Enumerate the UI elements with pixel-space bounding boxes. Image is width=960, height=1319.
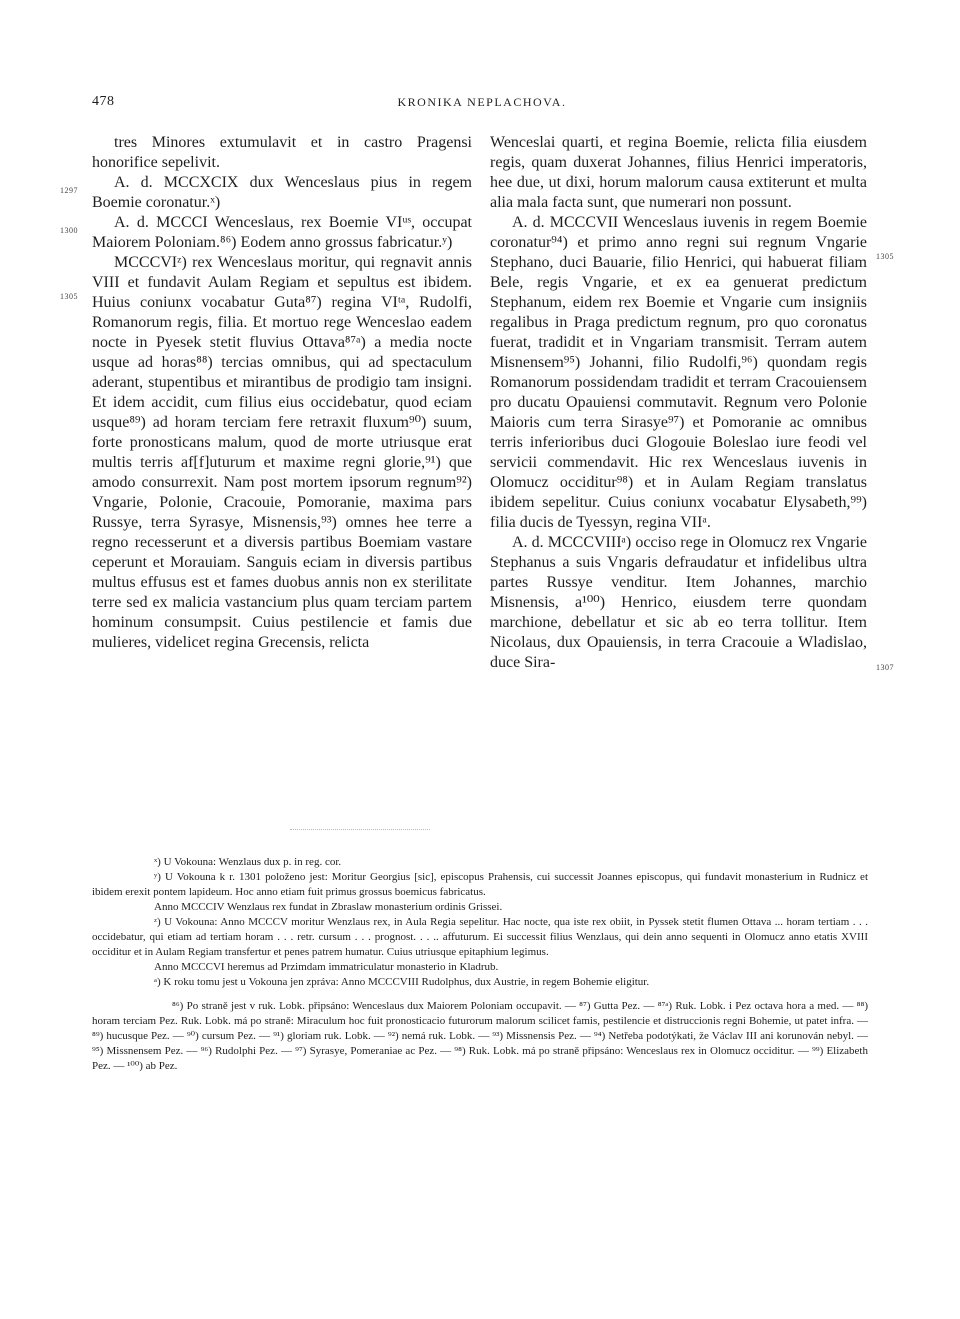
right-column (490, 133, 867, 673)
paragraph: Wenceslai quarti, et regina Boemie, relicta filia eiusdem regis, quam duxerat Johannes, filius Henrici imperatoris, hee due, ut dixi, horum malorum causa extiterunt et multa alia mala facta sunt, que numerari non possunt. (490, 134, 867, 211)
footnote: ˣ) U Vokouna: Wenzlaus dux p. in reg. cor. (154, 856, 342, 868)
margin-year: 1305 (60, 292, 78, 301)
paragraph: A. d. MCCCVII Wenceslaus iuvenis in regem Boemie coronatur⁹⁴) et primo anno regni sui regnum Vngarie Stephano, duci Bauarie, filio Henrici, qui habuerat filiam Bele, regis Vngarie, et ex ea genuerat predictum Stephanum, eidem rex Boemie et Vngarie cum insigniis regalibus in Praga predictum regnum, pro quo coronatus fuerat, tradidit et in Vngariam transmisit. Terram autem Misnensem⁹⁵) Johanni, filio Rudolfi,⁹⁶) quondam regis Romanorum possidendam tradidit et terram Cracouiensem pro ducatu Opauiensi commutavit. Regnum vero Polonie Maioris cum terra Sirasye⁹⁷) et Pomoranie ac omnibus terris inferioribus duci Glogouie Boleslao iure feodi vel servicii commendavit. Hic rex Wenceslaus iuvenis in Olomucz occiditur⁹⁸) et in Aulam Regiam translatus ibidem sepelitur. Cuius coniunx vocabatur Elysabeth,⁹⁹) filia ducis de Tyessyn, regina VIIᵃ. (490, 214, 867, 531)
footnotes-letters (92, 855, 868, 990)
running-title: KRONIKA NEPLACHOVA. (397, 95, 567, 109)
margin-year: 1307 (876, 663, 894, 672)
margin-year: 1300 (60, 226, 78, 235)
footnote-separator (290, 829, 430, 830)
footnotes-numbers (92, 999, 868, 1074)
margin-year: 1305 (876, 252, 894, 261)
footnote: ᶻ) U Vokouna: Anno MCCCV moritur Wenzlaus rex, in Aula Regia sepelitur. Hac nocte, qua iste rex obiit, in Pyssek stetit flumen Ottava ... horam tertiam . . . occidebatur, qui etiam ad tertiam horam . . . retr. cursum . . . prognost. . . .. affuturum. Ei successit filius Wenzlaus, qui dein anno sequenti in Olomucz anno etatis XVIII occiditur et in Aulam Regiam transfertur et penes patrem humatur. Cuius utriusque epitaphium legimus. (92, 916, 868, 958)
paragraph: A. d. MCCXCIX dux Wenceslaus pius in regem Boemie coronatur.ˣ) (92, 174, 472, 211)
paragraph: A. d. MCCCI Wenceslaus, rex Boemie VIᵘˢ, occupat Maiorem Poloniam.⁸⁶) Eodem anno grossus fabricatur.ʸ) (92, 214, 472, 251)
footnote: Anno MCCCIV Wenzlaus rex fundat in Zbraslaw monasterium ordinis Grissei. (154, 901, 503, 913)
page-number: 478 (92, 94, 115, 109)
paragraph: MCCCVIᶻ) rex Wenceslaus moritur, qui regnavit annis VIII et fundavit Aulam Regiam et sepultus est ibidem. Huius coniunx vocabatur Guta⁸⁷) regina VIᵗᵃ, Rudolfi, Romanorum regis, filia. Et mortuo rege Wenceslao eadem nocte in Pyesek stetit fluvius Ottava⁸⁷ᵃ) a media nocte usque ad horas⁸⁸) tercias omnibus, qui ad spectaculum aderant, stupentibus et mirantibus de prodigio tam insigni. Et idem accidit, cum filius eius occidebatur, quod eciam usque⁸⁹) ad horam terciam fere retraxit fluxum⁹⁰) suum, forte pronosticans malum, quod de morte utriusque erat multis terris af[f]uturum et maxime regni glorie,⁹¹) que amodo consurrexit. Nam post mortem ipsorum regnum⁹²) Vngarie, Polonie, Cracouie, Pomoranie, maxima pars Russye, terra Syrasye, Misnensis,⁹³) omnes hee terre a regno recesserunt et a diversis partibus Boemiam vastare ceperunt et Morauiam. Sanguis eciam in diversis partibus multus effusus est et fames duobus annis non ex sterilitate terre sed ex malicia vastancium plus quam terciam partem hominum consumpsit. Cuius pestilencie et famis due mulieres, videlicet regina Grecensis, relicta (92, 254, 472, 651)
footnote: ʸ) U Vokouna k r. 1301 položeno jest: Moritur Georgius [sic], episcopus Prahensis, cui successit Joannes episcopus, qui fundavit monasterium in Rudnicz et ibidem erexit pontem lapideum. Hoc anno etiam fuit primus grossus boemicus fabricatus. (92, 871, 868, 898)
paragraph: A. d. MCCCVIIIᵃ) occiso rege in Olomucz rex Vngarie Stephanus a suis Vngaris defraudatur et infidelibus ultra partes Russye venditur. Item Johannes, marchio Misnensis, a¹⁰⁰) Henrico, eiusdem terre quondam marchione, debellatur et sic ab eo terra tollitur. Item Nicolaus, dux Opauiensis, in terra Cracouie a Wladislao, duce Sira- (490, 534, 867, 671)
footnote: ᵃ) K roku tomu jest u Vokouna jen zpráva: Anno MCCCVIII Rudolphus, dux Austrie, in regem Bohemie eligitur. (154, 976, 650, 988)
paragraph: tres Minores extumulavit et in castro Pragensi honorifice sepelivit. (92, 134, 472, 171)
page-header (92, 94, 872, 114)
left-column (92, 133, 472, 653)
margin-year: 1297 (60, 186, 78, 195)
footnote: Anno MCCCVI heremus ad Przimdam immatriculatur monasterio in Kladrub. (154, 961, 499, 973)
footnotes (92, 855, 868, 1074)
footnote: ⁸⁶) Po straně jest v ruk. Lobk. připsáno: Wenceslaus dux Maiorem Poloniam occupavit. — ⁸⁷) Gutta Pez. — ⁸⁷ᵃ) Ruk. Lobk. i Pez octava hora a med. — ⁸⁸) horam terciam Pez. Ruk. Lobk. má po straně: Miraculum hoc fuit pronosticacio futurorum malorum scilicet famis, pestilencie et distruccionis regni Bohemie, ut patet infra. — ⁸⁹) hucusque Pez. — ⁹⁰) cursum Pez. — ⁹¹) gloriam ruk. Lobk. — ⁹²) nemá ruk. Lobk. — ⁹³) Missnensis Pez. — ⁹⁴) Netřeba podotýkati, že Václav III ani korunován nebyl. — ⁹⁵) Missnensem Pez. — ⁹⁶) Rudolphi Pez. — ⁹⁷) Syrasye, Pomeraniae ac Pez. — ⁹⁸) Ruk. Lobk. má po straně připsáno: Wenceslaus rex in Olomucz occiditur. — ⁹⁹) Elizabeth Pez. — ¹⁰⁰) ab Pez. (92, 1000, 868, 1072)
